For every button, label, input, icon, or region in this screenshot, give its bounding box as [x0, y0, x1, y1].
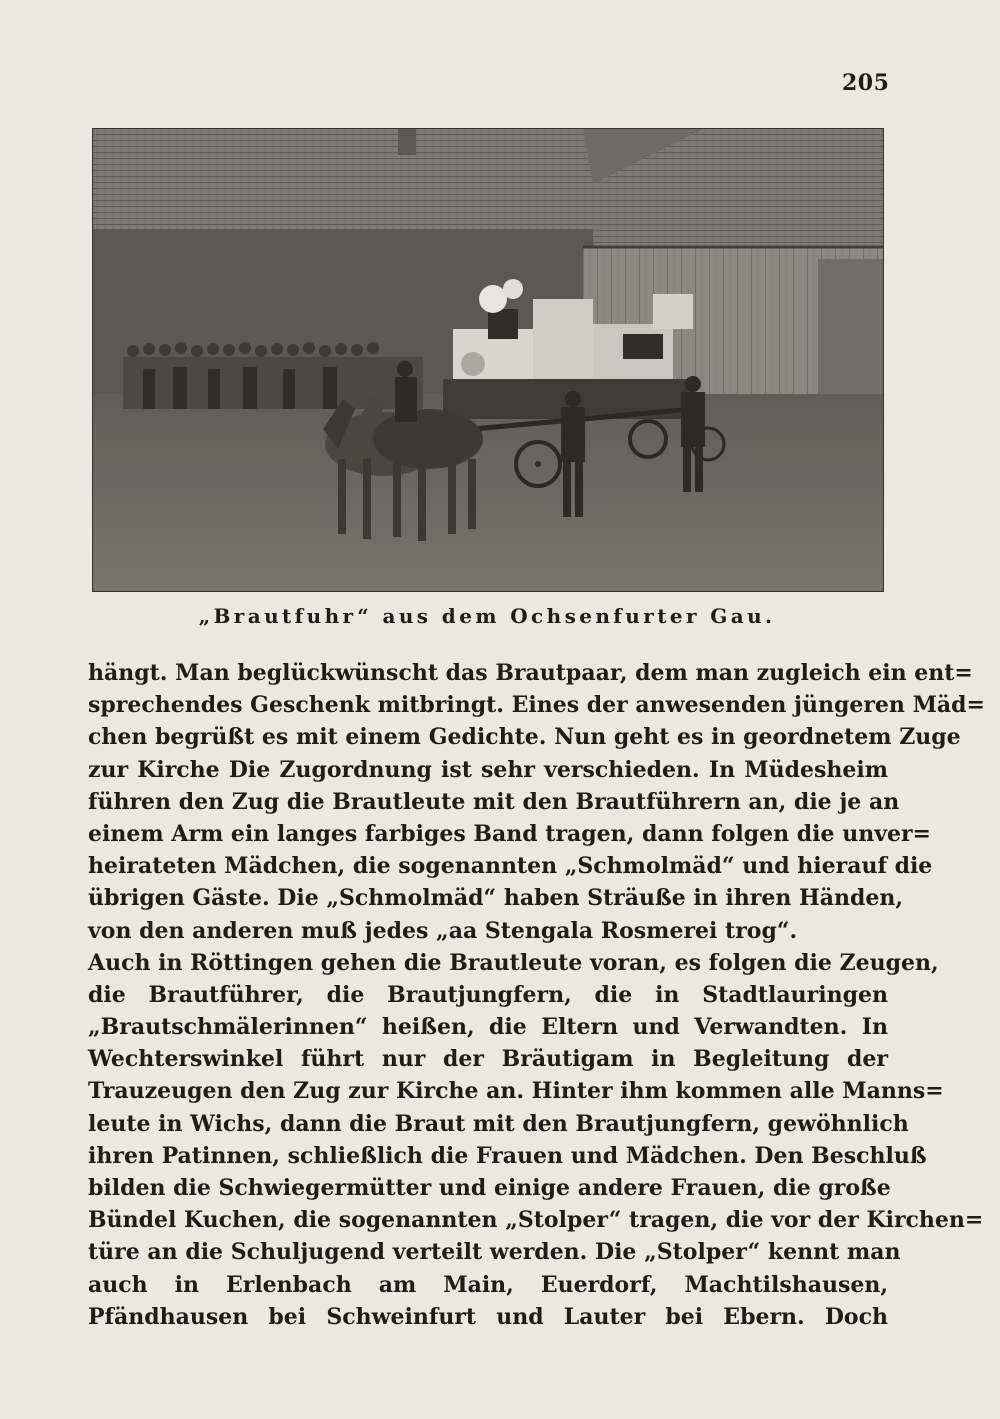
text-line: leute in Wichs, dann die Braut mit den Brautjungfern, gewöhnlich — [88, 1110, 909, 1137]
text-line: heirateten Mädchen, die sogenannten „Schmolmäd“ und hierauf die — [88, 853, 933, 880]
text-line: Pfändhausen bei Schweinfurt und Lauter bei Ebern. Doch — [88, 1303, 888, 1330]
text-line: hängt. Man beglückwünscht das Brautpaar, dem man zugleich ein ent= — [88, 660, 973, 686]
text-line: die Brautführer, die Brautjungfern, die in Stadtlauringen — [88, 981, 888, 1008]
photograph-bridal-cart — [92, 128, 884, 592]
text-line: von den anderen muß jedes „aa Stengala Rosmerei trog“. — [88, 917, 798, 944]
text-line: „Brautschmälerinnen“ heißen, die Eltern und Verwandten. In — [88, 1014, 888, 1041]
text-line: bilden die Schwiegermütter und einige andere Frauen, die große — [88, 1175, 891, 1201]
left-roof — [93, 129, 653, 239]
text-line: sprechendes Geschenk mitbringt. Eines der anwesenden jüngeren Mäd= — [88, 692, 985, 719]
text-line: ihren Patinnen, schließlich die Frauen und Mädchen. Den Beschluß — [88, 1142, 927, 1169]
photograph-illustration — [93, 129, 883, 591]
text-line: einem Arm ein langes farbiges Band tragen, dann folgen die unver= — [88, 820, 931, 847]
text-line: auch in Erlenbach am Main, Euerdorf, Machtilshausen, — [88, 1271, 888, 1298]
text-line: übrigen Gäste. Die „Schmolmäd“ haben Sträuße in ihren Händen, — [88, 885, 904, 912]
body-text — [88, 657, 985, 1333]
text-line: chen begrüßt es mit einem Gedichte. Nun geht es in geordnetem Zuge — [88, 724, 961, 751]
page-number: 205 — [842, 70, 890, 96]
text-line: türe an die Schuljugend verteilt werden. Die „Stolper“ kennt man — [88, 1239, 901, 1266]
text-line: führen den Zug die Brautleute mit den Brautführern an, die je an — [88, 788, 900, 815]
text-line: Auch in Röttingen gehen die Brautleute voran, es folgen die Zeugen, — [88, 949, 939, 976]
text-line: Trauzeugen den Zug zur Kirche an. Hinter ihm kommen alle Manns= — [88, 1078, 944, 1105]
text-line: zur Kirche Die Zugordnung ist sehr verschieden. In Müdesheim — [88, 756, 888, 783]
figure-caption: „Brautfuhr“ aus dem Ochsenfurter Gau. — [198, 604, 776, 628]
text-line: Bündel Kuchen, die sogenannten „Stolper“ tragen, die vor der Kirchen= — [88, 1207, 984, 1234]
courtyard-ground — [93, 394, 883, 591]
text-line: Wechterswinkel führt nur der Bräutigam in Begleitung der — [88, 1046, 888, 1073]
